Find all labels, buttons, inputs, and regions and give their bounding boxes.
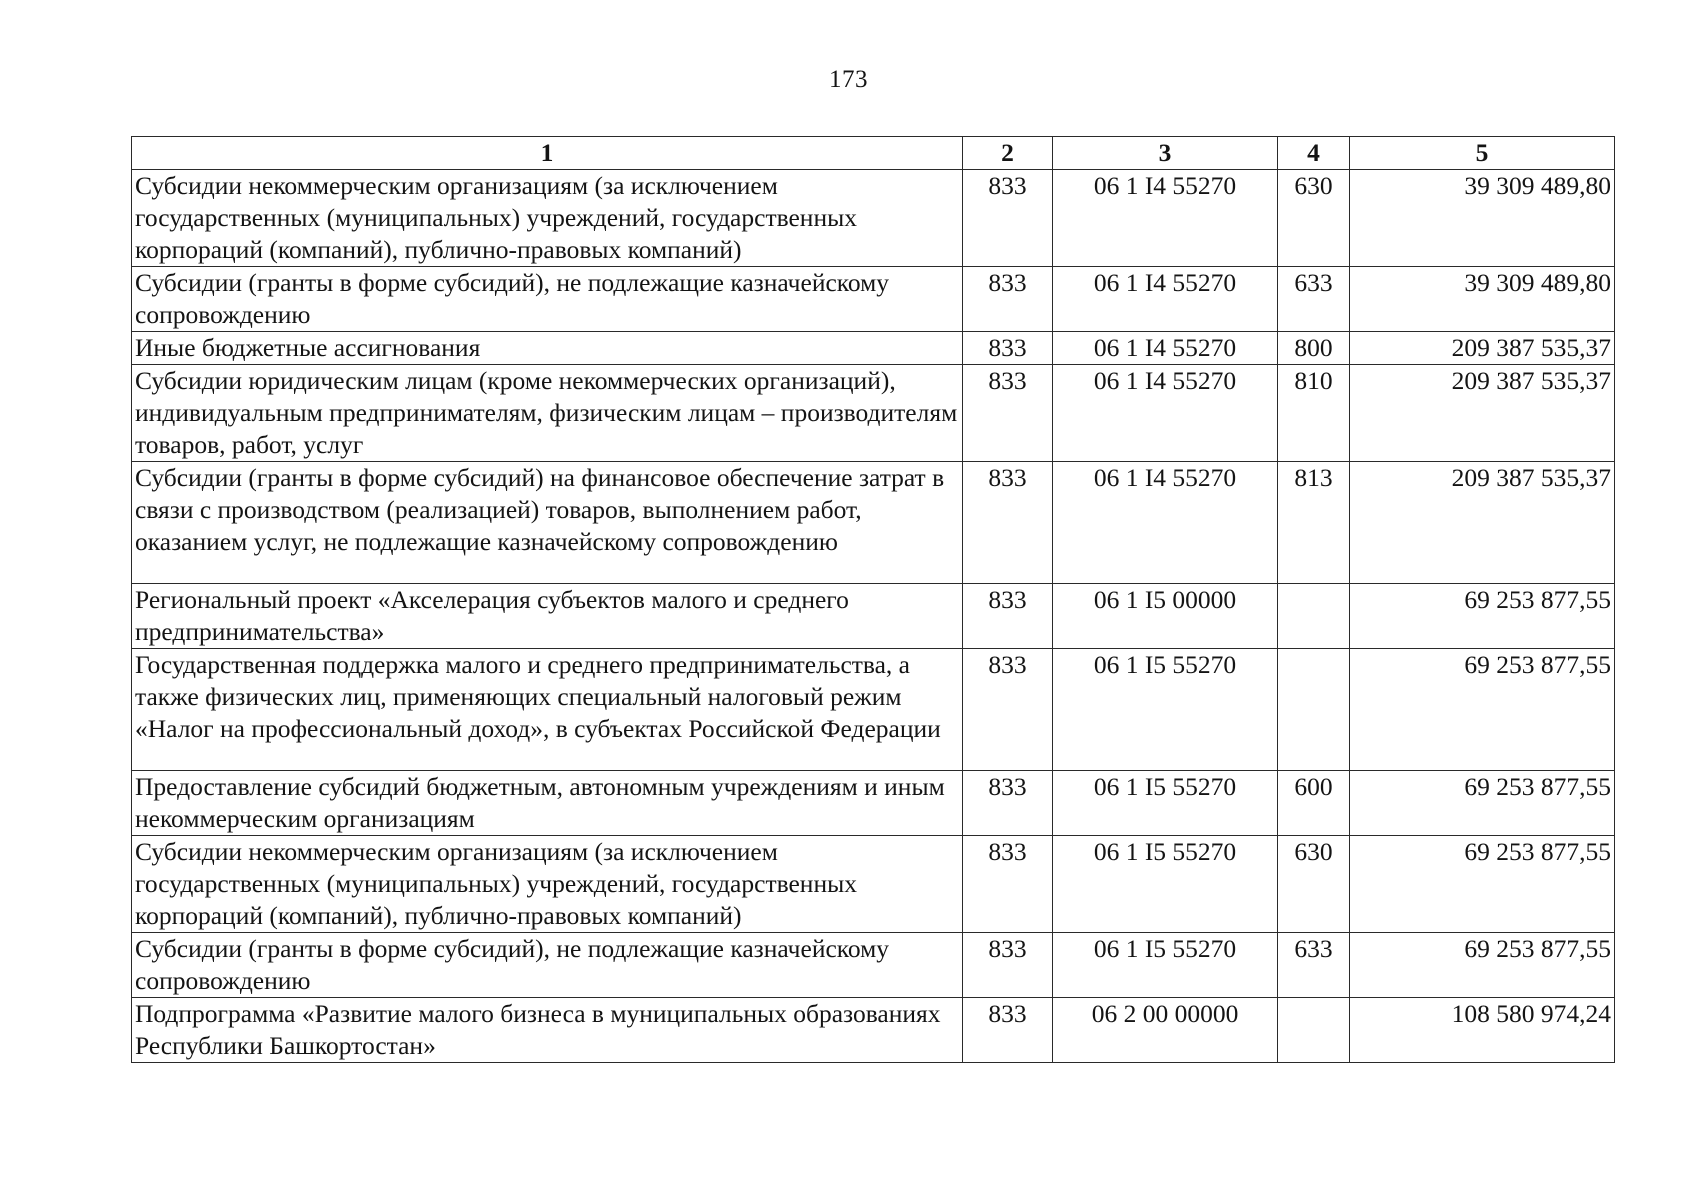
row-ministry-code: 833 [963,836,1053,933]
row-amount: 69 253 877,55 [1350,649,1615,771]
table-row [132,365,1615,462]
budget-table [131,136,1615,1063]
row-expense-type: 813 [1278,462,1350,584]
row-ministry-code: 833 [963,170,1053,267]
row-amount: 39 309 489,80 [1350,170,1615,267]
table-row [132,933,1615,998]
table-row [132,170,1615,267]
row-name: Субсидии (гранты в форме субсидий), не подлежащие казначейскому сопровождению [132,933,963,998]
row-target-article: 06 2 00 00000 [1053,998,1278,1063]
row-ministry-code: 833 [963,332,1053,365]
column-header-4: 4 [1278,137,1350,170]
row-expense-type: 633 [1278,933,1350,998]
row-amount: 39 309 489,80 [1350,267,1615,332]
header-row [132,137,1615,170]
row-expense-type [1278,649,1350,771]
row-target-article: 06 1 I5 55270 [1053,836,1278,933]
row-name: Предоставление субсидий бюджетным, автономным учреждениям и иным некоммерческим организациям [132,771,963,836]
row-name: Субсидии юридическим лицам (кроме некоммерческих организаций), индивидуальным предпринимателям, физическим лицам – производителям товаров, работ, услуг [132,365,963,462]
row-expense-type [1278,584,1350,649]
row-target-article: 06 1 I5 00000 [1053,584,1278,649]
row-ministry-code: 833 [963,267,1053,332]
column-header-2: 2 [963,137,1053,170]
row-target-article: 06 1 I5 55270 [1053,933,1278,998]
row-ministry-code: 833 [963,462,1053,584]
row-name: Иные бюджетные ассигнования [132,332,963,365]
row-expense-type: 633 [1278,267,1350,332]
table-row [132,332,1615,365]
row-expense-type: 630 [1278,170,1350,267]
row-expense-type: 600 [1278,771,1350,836]
row-target-article: 06 1 I5 55270 [1053,771,1278,836]
row-amount: 69 253 877,55 [1350,584,1615,649]
row-target-article: 06 1 I4 55270 [1053,267,1278,332]
row-name: Субсидии (гранты в форме субсидий) на финансовое обеспечение затрат в связи с производством (реализацией) товаров, выполнением работ, оказанием услуг, не подлежащие казначейскому сопровождению [132,462,963,584]
column-header-5: 5 [1350,137,1615,170]
row-target-article: 06 1 I4 55270 [1053,462,1278,584]
row-ministry-code: 833 [963,933,1053,998]
row-amount: 209 387 535,37 [1350,462,1615,584]
row-ministry-code: 833 [963,771,1053,836]
row-amount: 69 253 877,55 [1350,836,1615,933]
table-row [132,998,1615,1063]
row-name: Субсидии некоммерческим организациям (за исключением государственных (муниципальных) учреждений, государственных корпораций (компаний), публично-правовых компаний) [132,170,963,267]
table-row [132,267,1615,332]
row-ministry-code: 833 [963,584,1053,649]
row-name: Субсидии некоммерческим организациям (за исключением государственных (муниципальных) учреждений, государственных корпораций (компаний), публично-правовых компаний) [132,836,963,933]
table-row [132,771,1615,836]
row-expense-type: 810 [1278,365,1350,462]
row-amount: 108 580 974,24 [1350,998,1615,1063]
row-ministry-code: 833 [963,365,1053,462]
table-row [132,649,1615,771]
row-amount: 69 253 877,55 [1350,933,1615,998]
table-row [132,584,1615,649]
row-expense-type: 630 [1278,836,1350,933]
table-row [132,462,1615,584]
row-expense-type: 800 [1278,332,1350,365]
column-header-3: 3 [1053,137,1278,170]
row-amount: 69 253 877,55 [1350,771,1615,836]
row-ministry-code: 833 [963,998,1053,1063]
row-name: Подпрограмма «Развитие малого бизнеса в муниципальных образованиях Республики Башкортостан» [132,998,963,1063]
column-header-1: 1 [132,137,963,170]
row-expense-type [1278,998,1350,1063]
row-name: Региональный проект «Акселерация субъектов малого и среднего предпринимательства» [132,584,963,649]
row-ministry-code: 833 [963,649,1053,771]
table-row [132,836,1615,933]
row-target-article: 06 1 I5 55270 [1053,649,1278,771]
row-amount: 209 387 535,37 [1350,365,1615,462]
page-number: 173 [829,66,868,93]
row-amount: 209 387 535,37 [1350,332,1615,365]
row-name: Государственная поддержка малого и среднего предпринимательства, а также физических лиц, применяющих специальный налоговый режим «Налог на профессиональный доход», в субъектах Российской Федерации [132,649,963,771]
row-name: Субсидии (гранты в форме субсидий), не подлежащие казначейскому сопровождению [132,267,963,332]
row-target-article: 06 1 I4 55270 [1053,170,1278,267]
row-target-article: 06 1 I4 55270 [1053,332,1278,365]
row-target-article: 06 1 I4 55270 [1053,365,1278,462]
